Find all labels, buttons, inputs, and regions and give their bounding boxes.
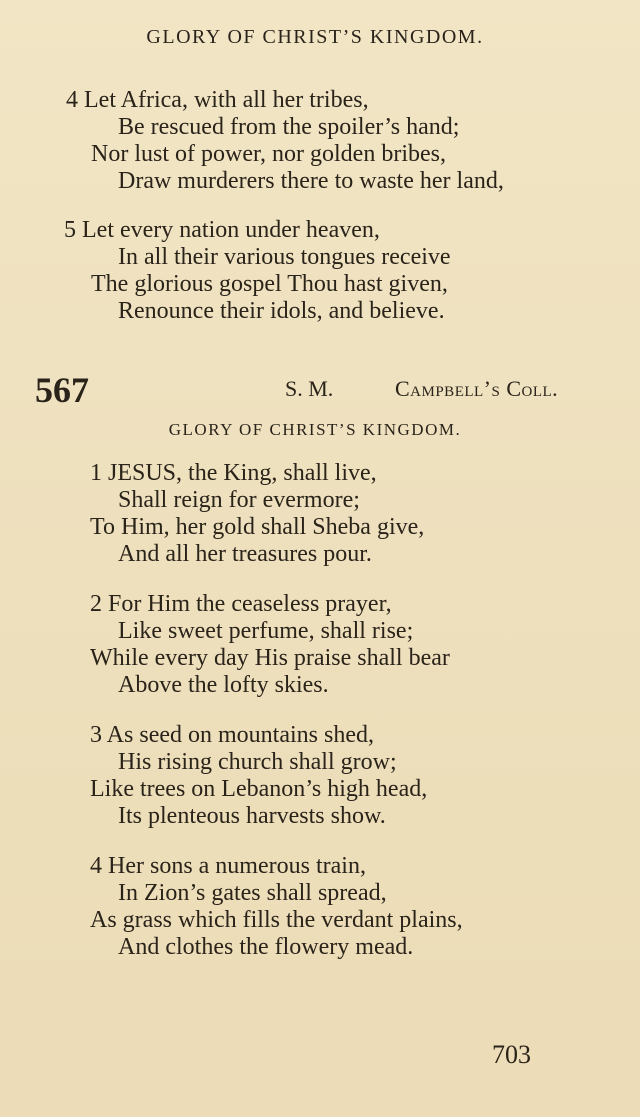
verse-line: His rising church shall grow;: [118, 749, 397, 775]
verse-line: Above the lofty skies.: [118, 672, 329, 698]
verse-line: Draw murderers there to waste her land,: [118, 168, 504, 194]
verse-line: Renounce their idols, and believe.: [118, 298, 445, 324]
verse-line: Nor lust of power, nor golden bribes,: [91, 141, 446, 167]
verse-line: To Him, her gold shall Sheba give,: [90, 514, 425, 540]
hymn-meter: S. M.: [285, 376, 334, 401]
verse-line: 5 Let every nation under heaven,: [64, 217, 380, 243]
verse-line: 3 As seed on mountains shed,: [90, 722, 374, 748]
verse-line: Like sweet perfume, shall rise;: [118, 618, 414, 644]
hymn-title: GLORY OF CHRIST’S KINGDOM.: [168, 420, 462, 439]
page-number: 703: [492, 1040, 531, 1069]
running-head: GLORY OF CHRIST’S KINGDOM.: [146, 26, 484, 48]
verse-line: Shall reign for evermore;: [118, 487, 360, 513]
verse-line: Like trees on Lebanon’s high head,: [90, 776, 428, 802]
verse-line: 4 Her sons a numerous train,: [90, 853, 366, 879]
hymn-tune: Campbell’s Coll.: [395, 376, 559, 401]
verse-line: Be rescued from the spoiler’s hand;: [118, 114, 460, 140]
verse-line: As grass which fills the verdant plains,: [90, 907, 463, 933]
verse-line: The glorious gospel Thou hast given,: [91, 271, 448, 297]
verse-line: 1 JESUS, the King, shall live,: [90, 460, 377, 486]
verse-line: And all her treasures pour.: [118, 541, 372, 567]
verse-line: 2 For Him the ceaseless prayer,: [90, 591, 392, 617]
verse-line: Its plenteous harvests show.: [118, 803, 386, 829]
verse-line: 4 Let Africa, with all her tribes,: [66, 87, 369, 113]
hymn-number: 567: [35, 370, 89, 410]
verse-line: In all their various tongues receive: [118, 244, 451, 270]
verse-line: And clothes the flowery mead.: [118, 934, 414, 960]
verse-line: In Zion’s gates shall spread,: [118, 880, 387, 906]
verse-line: While every day His praise shall bear: [90, 645, 450, 671]
